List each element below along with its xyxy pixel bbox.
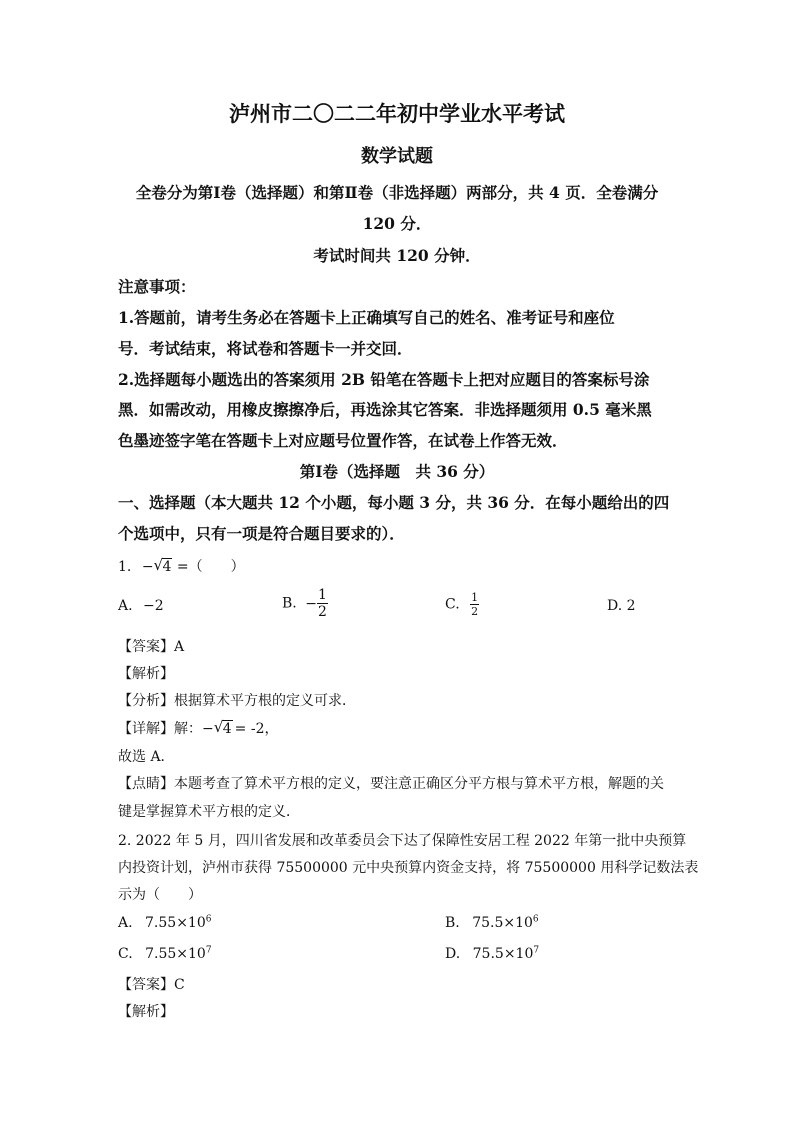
option-label: A. [118, 915, 133, 931]
notice-heading: 注意事项： [118, 277, 196, 296]
notice-line: 号．考试结束，将试卷和答题卡一并交回． [118, 339, 413, 358]
q1-minus: − [141, 559, 154, 575]
q1-option-d: D. 2 [607, 598, 636, 614]
section-desc-line-2: 个选项中，只有一项是符合题目要求的）． [118, 524, 405, 543]
xiangjie-minus: − [202, 721, 214, 737]
option-exponent: 6 [205, 914, 212, 925]
option-exponent: 7 [205, 945, 212, 956]
q2-option-b [445, 915, 539, 931]
q2-analysis-tag: 【解析】 [118, 1004, 174, 1020]
q2-option-c [118, 946, 212, 962]
fraction [470, 592, 479, 617]
q1-dianjing-line-2: 键是掌握算术平方根的定义． [118, 804, 300, 820]
sqrt-symbol: √ [153, 556, 164, 574]
section-desc-line-1: 一、选择题（本大题共 12 个小题，每小题 3 分，共 36 分．在每小题给出的四 [118, 493, 670, 512]
q1-dianjing [118, 773, 664, 793]
exam-title: 泸州市二〇二二年初中学业水平考试 [229, 101, 565, 126]
q1-conclusion: 故选 A． [118, 749, 175, 765]
q1-option-a [118, 598, 164, 614]
notice-line: 1.答题前，请考生务必在答题卡上正确填写自己的姓名、准考证号和座位 [118, 308, 615, 327]
answer-tag: 【答案】 [118, 977, 174, 993]
dianjing-text: 本题考查了算术平方根的定义，要注意正确区分平方根与算术平方根，解题的关 [174, 776, 664, 792]
section-title: 第Ⅰ卷（选择题 共 36 分） [299, 462, 495, 481]
time-line: 考试时间共 120 分钟． [313, 246, 481, 265]
q1-option-c [445, 592, 479, 617]
intro-line-1: 全卷分为第Ⅰ卷（选择题）和第Ⅱ卷（非选择题）两部分，共 4 页．全卷满分 [135, 183, 659, 202]
fraction [317, 588, 328, 619]
fraction-denominator: 2 [317, 604, 327, 620]
option-value: −2 [143, 598, 164, 614]
q2-stem-line-3: 示为（ ） [118, 887, 202, 903]
option-label: C. [118, 946, 133, 962]
q1-option-b [282, 588, 328, 619]
option-exponent: 6 [532, 914, 539, 925]
option-value: 75.5×10 [472, 946, 534, 962]
option-value: 75.5×10 [472, 915, 533, 931]
answer-tag: 【答案】 [118, 639, 174, 655]
fraction-denominator: 2 [471, 605, 479, 618]
intro-line-2: 120 分． [362, 214, 432, 233]
xiangjie-prefix: 解： [174, 721, 202, 737]
xiangjie-tail: = -2， [234, 721, 279, 737]
option-exponent: 7 [533, 945, 540, 956]
fraction-numerator: 1 [471, 591, 479, 604]
q1-radicand: 4 [162, 559, 172, 575]
fraction-numerator: 1 [317, 587, 327, 603]
dianjing-tag: 【点睛】 [118, 776, 174, 792]
q1-analysis-tag: 【解析】 [118, 666, 174, 682]
exam-subtitle: 数学试题 [361, 146, 433, 167]
option-value: 7.55×10 [145, 915, 206, 931]
option-value: 7.55×10 [145, 946, 206, 962]
q2-answer [118, 974, 185, 994]
q2-stem-line-2: 内投资计划，泸州市获得 75500000 元中央预算内资金支持，将 75500000 用科学记数法表 [118, 860, 699, 876]
notice-line: 2.选择题每小题选出的答案须用 2B 铅笔在答题卡上把对应题目的答案标号涂 [118, 370, 650, 389]
q1-xiangjie [118, 718, 278, 738]
xiangjie-sqrt [213, 718, 233, 737]
fenxi-tag: 【分析】 [118, 693, 174, 709]
fenxi-text: 根据算术平方根的定义可求． [174, 693, 356, 709]
xiangjie-radicand: 4 [222, 721, 232, 737]
option-label: B. [445, 915, 460, 931]
q1-fenxi [118, 690, 356, 710]
notice-line: 色墨迹签字笔在答题卡上对应题号位置作答，在试卷上作答无效． [118, 431, 568, 450]
answer-value: A [174, 639, 185, 655]
xiangjie-tag: 【详解】 [118, 721, 174, 737]
q2-option-a [118, 915, 211, 931]
q1-answer [118, 636, 184, 656]
q1-tail: =（ ） [176, 559, 245, 575]
option-label: C. [445, 596, 460, 613]
q2-option-d [445, 946, 539, 962]
option-label: B. [282, 595, 297, 612]
q1-number: 1. [118, 559, 132, 575]
q2-stem-line-1: 2. 2022 年 5 月，四川省发展和改革委员会下达了保障性安居工程 2022 年第一批中央预算 [118, 833, 687, 849]
q1-stem [118, 556, 245, 576]
sqrt-symbol: √ [213, 718, 224, 736]
option-label: A. [118, 598, 133, 614]
option-sign: − [305, 595, 317, 612]
q1-sqrt [153, 556, 173, 575]
option-label: D. [445, 946, 461, 962]
answer-value: C [174, 977, 185, 993]
notice-line: 黑．如需改动，用橡皮擦擦净后，再选涂其它答案．非选择题须用 0.5 毫米黑 [118, 400, 652, 419]
